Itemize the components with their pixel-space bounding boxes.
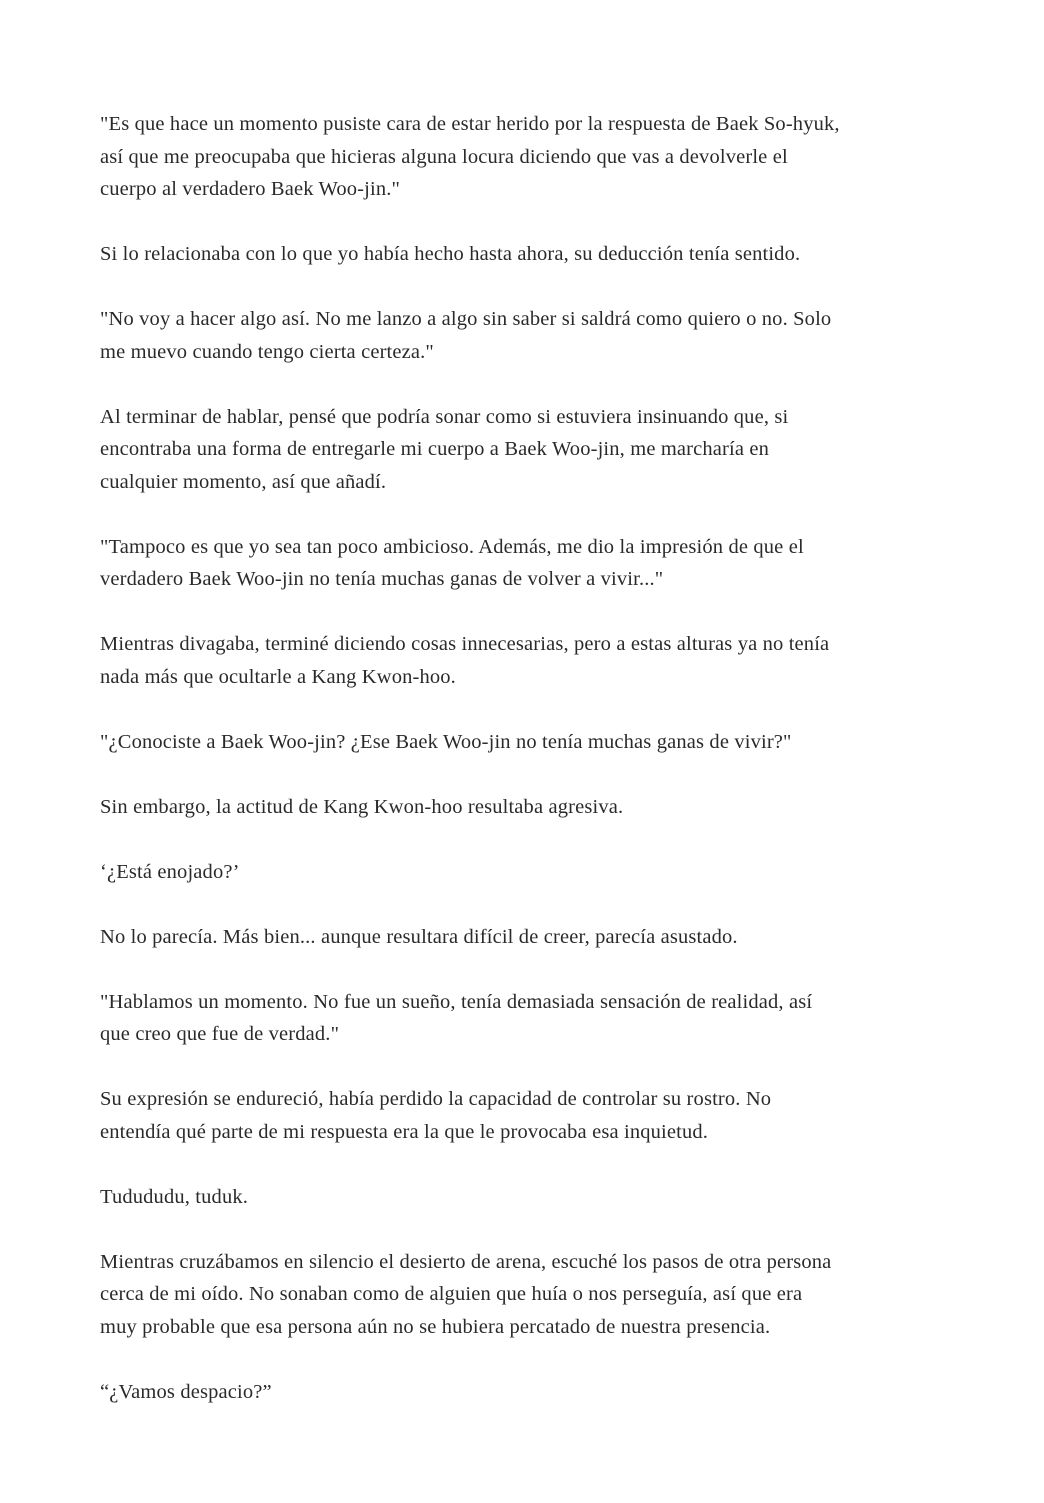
paragraph xyxy=(100,791,960,824)
text-line: entendía qué parte de mi respuesta era la que le provocaba esa inquietud. xyxy=(100,1120,709,1143)
text-line: cuerpo al verdadero Baek Woo-jin." xyxy=(100,178,401,200)
text-line: nada más que ocultarle a Kang Kwon-hoo. xyxy=(100,665,456,688)
text-line: verdadero Baek Woo-jin no tenía muchas ganas de volver a vivir..." xyxy=(100,568,664,590)
text-line: Su expresión se endureció, había perdido la capacidad de controlar su rostro. No xyxy=(100,1088,772,1110)
text-line: "No voy a hacer algo así. No me lanzo a algo sin saber si saldrá como quiero o no. Solo xyxy=(100,308,832,330)
text-line: cualquier momento, así que añadí. xyxy=(100,470,387,493)
text-line: encontraba una forma de entregarle mi cuerpo a Baek Woo-jin, me marcharía en xyxy=(100,438,770,460)
text-line: Si lo relacionaba con lo que yo había hecho hasta ahora, su deducción tenía sentido. xyxy=(100,243,801,265)
paragraph xyxy=(100,303,960,368)
text-line: que creo que fue de verdad." xyxy=(100,1023,340,1045)
paragraph xyxy=(100,1181,960,1214)
text-line: “¿Vamos despacio?” xyxy=(100,1380,272,1403)
text-line: Al terminar de hablar, pensé que podría sonar como si estuviera insinuando que, si xyxy=(100,405,789,428)
text-line: Mientras cruzábamos en silencio el desierto de arena, escuché los pasos de otra persona xyxy=(100,1250,832,1273)
text-line: "Es que hace un momento pusiste cara de estar herido por la respuesta de Baek So-hyuk, xyxy=(100,113,840,135)
paragraph xyxy=(100,1376,960,1409)
text-line: muy probable que esa persona aún no se hubiera percatado de nuestra presencia. xyxy=(100,1315,771,1338)
paragraph xyxy=(100,108,960,206)
paragraph xyxy=(100,628,960,693)
text-line: "Tampoco es que yo sea tan poco ambicioso. Además, me dio la impresión de que el xyxy=(100,535,804,558)
text-line: "¿Conociste a Baek Woo-jin? ¿Ese Baek Woo-jin no tenía muchas ganas de vivir?" xyxy=(100,730,792,753)
text-line: "Hablamos un momento. No fue un sueño, tenía demasiada sensación de realidad, así xyxy=(100,990,813,1013)
text-line: ‘¿Está enojado?’ xyxy=(100,860,240,883)
text-line: No lo parecía. Más bien... aunque resultara difícil de creer, parecía asustado. xyxy=(100,925,738,948)
paragraph xyxy=(100,986,960,1051)
text-line: así que me preocupaba que hicieras alguna locura diciendo que vas a devolverle el xyxy=(100,145,788,168)
text-line: Mientras divagaba, terminé diciendo cosas innecesarias, pero a estas alturas ya no tenía xyxy=(100,633,830,655)
text-line: me muevo cuando tengo cierta certeza." xyxy=(100,340,434,363)
text-line: cerca de mi oído. No sonaban como de alguien que huía o nos perseguía, así que era xyxy=(100,1283,803,1305)
paragraph xyxy=(100,401,960,499)
paragraph xyxy=(100,238,960,271)
paragraph xyxy=(100,531,960,596)
paragraph xyxy=(100,1083,960,1148)
paragraph xyxy=(100,856,960,889)
document-body xyxy=(100,108,960,1441)
paragraph xyxy=(100,726,960,759)
paragraph xyxy=(100,1246,960,1344)
text-line: Sin embargo, la actitud de Kang Kwon-hoo resultaba agresiva. xyxy=(100,795,624,818)
paragraph xyxy=(100,921,960,954)
text-line: Tudududu, tuduk. xyxy=(100,1185,249,1208)
